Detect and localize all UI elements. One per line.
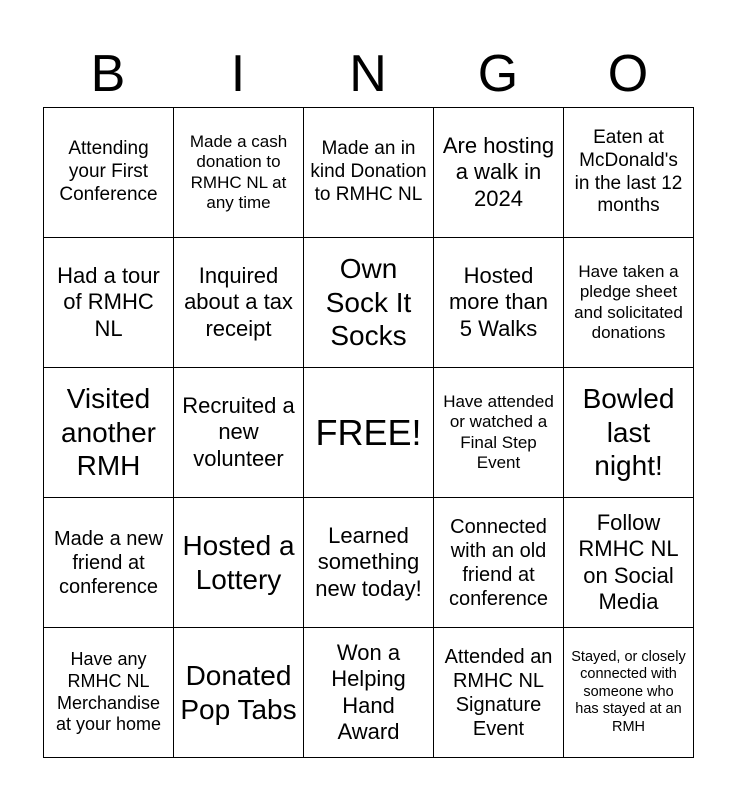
header-letter-b: B (90, 45, 126, 103)
bingo-cell[interactable]: Have attended or watched a Final Step Event (434, 368, 564, 498)
free-cell[interactable]: FREE! (304, 368, 434, 498)
bingo-cell[interactable]: Made a new friend at conference (44, 498, 174, 628)
bingo-cell[interactable]: Won a Helping Hand Award (304, 628, 434, 758)
bingo-cell[interactable]: Have any RMHC NL Merchandise at your home (44, 628, 174, 758)
bingo-cell[interactable]: Inquired about a tax receipt (174, 238, 304, 368)
bingo-cell[interactable]: Made an in kind Donation to RMHC NL (304, 108, 434, 238)
bingo-cell[interactable]: Made a cash donation to RMHC NL at any time (174, 108, 304, 238)
board-row (44, 498, 694, 628)
bingo-cell[interactable]: Visited another RMH (44, 368, 174, 498)
board-row (44, 628, 694, 758)
bingo-cell[interactable]: Have taken a pledge sheet and solicitated donations (564, 238, 694, 368)
bingo-cell[interactable]: Had a tour of RMHC NL (44, 238, 174, 368)
bingo-cell[interactable]: Attending your First Conference (44, 108, 174, 238)
bingo-cell[interactable]: Hosted more than 5 Walks (434, 238, 564, 368)
board-row (44, 368, 694, 498)
header-letter-o: O (607, 45, 649, 103)
bingo-cell[interactable]: Attended an RMHC NL Signature Event (434, 628, 564, 758)
header-letter-n: N (349, 45, 387, 103)
bingo-cell[interactable]: Recruited a new volunteer (174, 368, 304, 498)
board-row (44, 238, 694, 368)
bingo-cell[interactable]: Bowled last night! (564, 368, 694, 498)
bingo-cell[interactable]: Follow RMHC NL on Social Media (564, 498, 694, 628)
board-row (44, 108, 694, 238)
bingo-cell[interactable]: Own Sock It Socks (304, 238, 434, 368)
bingo-cell[interactable]: Hosted a Lottery (174, 498, 304, 628)
bingo-board (43, 107, 694, 758)
bingo-cell[interactable]: Are hosting a walk in 2024 (434, 108, 564, 238)
bingo-cell[interactable]: Learned something new today! (304, 498, 434, 628)
bingo-cell[interactable]: Donated Pop Tabs (174, 628, 304, 758)
bingo-cell[interactable]: Eaten at McDonald's in the last 12 months (564, 108, 694, 238)
header-letter-g: G (477, 45, 519, 103)
bingo-cell[interactable]: Stayed, or closely connected with someone who has stayed at an RMH (564, 628, 694, 758)
header-letter-i: I (230, 45, 246, 103)
bingo-header (43, 40, 693, 108)
bingo-cell[interactable]: Connected with an old friend at conference (434, 498, 564, 628)
